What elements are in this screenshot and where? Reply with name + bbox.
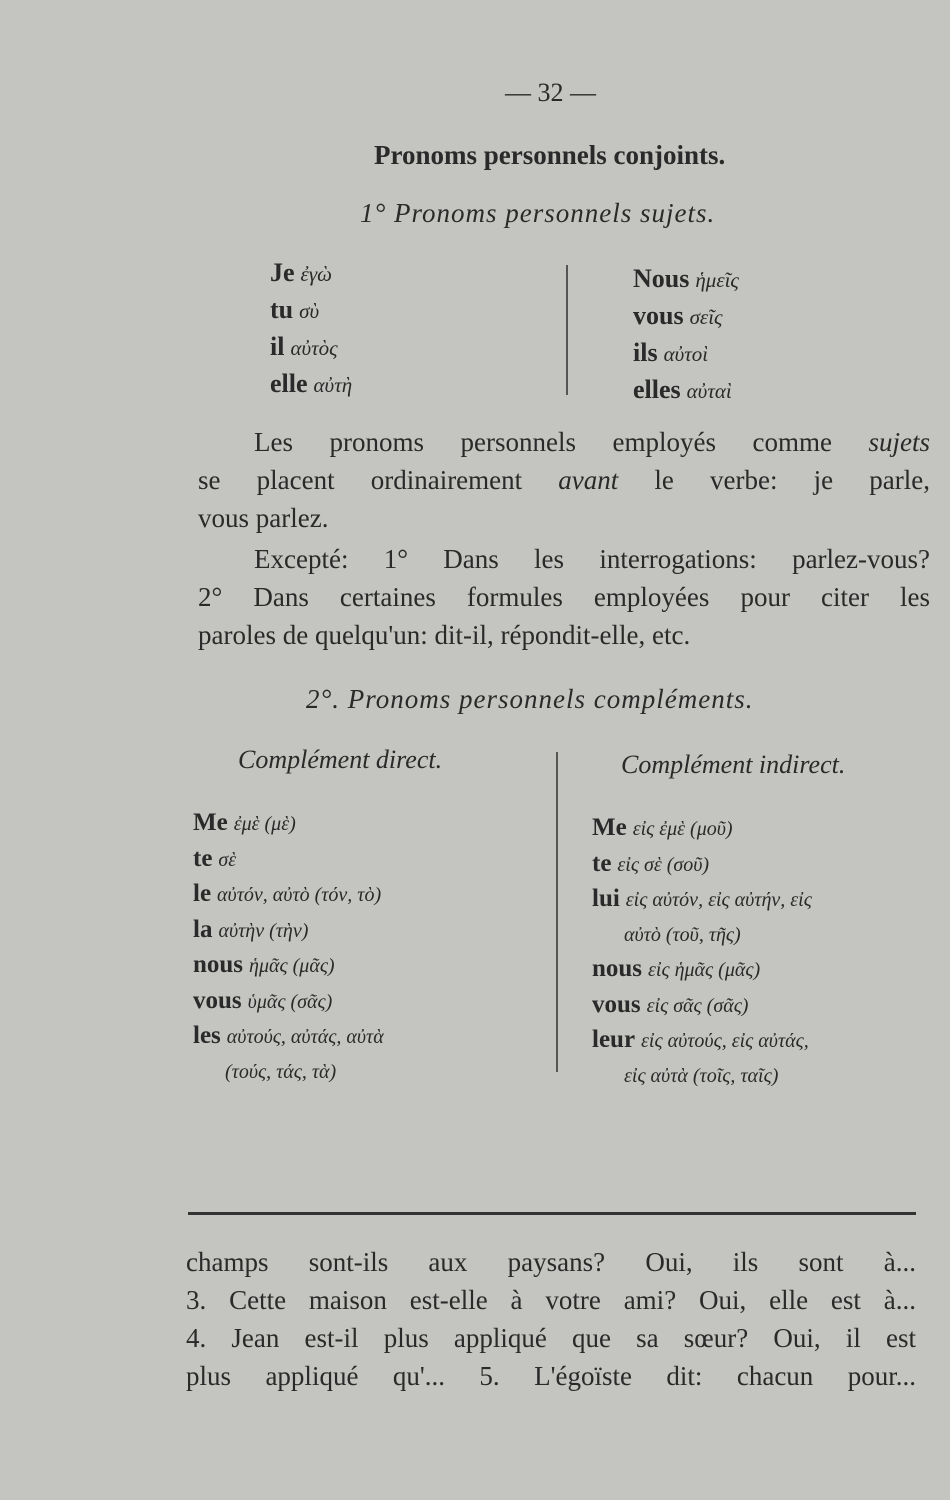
greek-pronoun: ὑμᾶς (σᾶς)	[247, 990, 333, 1013]
french-pronoun: tu	[270, 295, 294, 324]
text-run: se placent ordinairement	[198, 465, 559, 495]
footnote-exercise	[186, 1243, 916, 1395]
indirect-complement-heading: Complément indirect.	[621, 750, 846, 779]
footnote-line: 3. Cette maison est-elle à votre ami? Oui, elle est à...	[186, 1285, 916, 1315]
paragraph-line: 2° Dans certaines formules employées pour citer les	[198, 582, 930, 612]
pronoun-row	[270, 366, 352, 403]
french-pronoun: te	[193, 844, 213, 872]
list-item	[592, 988, 812, 1024]
paragraph-line	[198, 461, 930, 499]
section1-heading: 1° Pronoms personnels sujets.	[360, 198, 716, 228]
footnote-line: 4. Jean est-il plus appliqué que sa sœur? Oui, il est	[186, 1323, 916, 1353]
greek-pronoun: αὐτόν, αὐτὸ (τόν, τὸ)	[217, 884, 382, 906]
footnote-separator	[188, 1212, 916, 1215]
page-title: Pronoms personnels conjoints.	[374, 140, 726, 170]
paragraph-line: paroles de quelqu'un: dit-il, répondit-elle, etc.	[198, 620, 691, 650]
french-pronoun: ils	[633, 338, 658, 367]
greek-pronoun: εἰς αὐτὰ (τοῖς, ταῖς)	[624, 1064, 779, 1087]
pronoun-row	[270, 292, 352, 329]
list-item	[193, 806, 384, 842]
greek-pronoun: αὐτὸς	[290, 336, 338, 360]
list-item	[193, 913, 384, 949]
greek-pronoun: εἰς αὐτόν, εἰς αὐτήν, εἰς	[625, 889, 812, 911]
emphasis-text: sujets	[868, 427, 930, 457]
french-pronoun: te	[592, 849, 612, 877]
french-pronoun: le	[193, 880, 212, 907]
paragraph-exceptions	[198, 540, 930, 654]
list-item	[193, 877, 384, 913]
greek-pronoun: αὐταὶ	[686, 379, 732, 403]
emphasis-text: avant	[558, 465, 619, 495]
french-pronoun: la	[193, 915, 213, 943]
list-item	[592, 882, 812, 918]
paragraph-subject-placement	[198, 423, 930, 537]
pronoun-row	[633, 261, 739, 298]
french-pronoun: les	[193, 1022, 221, 1049]
greek-pronoun: σεῖς	[689, 305, 723, 329]
greek-pronoun: ἐγὼ	[300, 262, 332, 286]
greek-pronoun: εἰς σὲ (σοῦ)	[617, 853, 710, 876]
indirect-complement-list	[592, 811, 812, 1093]
french-pronoun: lui	[592, 885, 620, 912]
pronoun-row	[633, 372, 739, 409]
pronoun-row	[270, 329, 352, 366]
list-item	[193, 984, 384, 1020]
greek-pronoun: εἰς ἡμᾶς (μᾶς)	[648, 959, 761, 981]
greek-pronoun: σὲ	[218, 848, 237, 871]
column-divider	[566, 265, 568, 395]
direct-complement-list	[193, 806, 384, 1089]
greek-pronoun: ἡμᾶς (μᾶς)	[249, 955, 335, 977]
greek-pronoun: αὐτούς, αὐτάς, αὐτὰ	[226, 1026, 384, 1048]
list-item	[592, 1023, 812, 1059]
french-pronoun: elle	[270, 369, 308, 398]
paragraph-line	[198, 423, 930, 461]
french-pronoun: Me	[193, 809, 228, 836]
list-item	[592, 952, 812, 988]
french-pronoun: il	[270, 332, 285, 361]
footnote-line: plus appliqué qu'... 5. L'égoïste dit: chacun pour...	[186, 1361, 916, 1391]
list-item-continuation	[592, 918, 812, 953]
french-pronoun: leur	[592, 1026, 636, 1053]
greek-pronoun: (τούς, τάς, τὰ)	[225, 1060, 337, 1083]
french-pronoun: Me	[592, 814, 627, 841]
paragraph-line: vous parlez.	[198, 503, 329, 533]
direct-complement-heading: Complément direct.	[238, 745, 443, 774]
french-pronoun: elles	[633, 375, 681, 404]
pronoun-row	[270, 255, 352, 292]
list-item	[193, 948, 384, 984]
french-pronoun: vous	[592, 990, 641, 1018]
column-divider	[556, 752, 558, 1072]
greek-pronoun: εἰς αὐτούς, εἰς αὐτάς,	[641, 1030, 809, 1052]
greek-pronoun: αὐτὴν (τὴν)	[218, 919, 309, 942]
list-item	[193, 842, 384, 878]
footnote-line: champs sont-ils aux paysans? Oui, ils sont à...	[186, 1247, 916, 1277]
text-run: le verbe: je parle,	[618, 465, 930, 495]
greek-pronoun: ἐμὲ (μὲ)	[233, 813, 296, 835]
pronoun-row	[633, 335, 739, 372]
list-item	[592, 847, 812, 883]
greek-pronoun: σὺ	[299, 299, 320, 323]
greek-pronoun: αὐτοὶ	[663, 342, 709, 366]
greek-pronoun: ἡμεῖς	[695, 268, 739, 292]
french-pronoun: Je	[270, 258, 295, 287]
greek-pronoun: αὐτὴ	[313, 373, 353, 397]
french-pronoun: nous	[592, 955, 643, 982]
greek-pronoun: αὐτὸ (τοῦ, τῆς)	[624, 923, 741, 946]
paragraph-line: Excepté: 1° Dans les interrogations: parlez-vous?	[254, 544, 930, 574]
french-pronoun: Nous	[633, 264, 690, 293]
greek-pronoun: εἰς ἐμὲ (μοῦ)	[632, 818, 733, 840]
list-item-continuation	[193, 1055, 384, 1090]
list-item	[592, 811, 812, 847]
page-number: — 32 —	[505, 78, 596, 107]
list-item	[193, 1019, 384, 1055]
text-run: Les pronoms personnels employés comme	[254, 427, 869, 457]
subjects-left-column	[270, 255, 352, 403]
section2-heading: 2°. Pronoms personnels compléments.	[306, 684, 754, 714]
french-pronoun: vous	[193, 986, 242, 1014]
french-pronoun: vous	[633, 301, 684, 330]
list-item-continuation	[592, 1059, 812, 1094]
subjects-right-column	[633, 261, 739, 409]
pronoun-row	[633, 298, 739, 335]
french-pronoun: nous	[193, 951, 244, 978]
greek-pronoun: εἰς σᾶς (σᾶς)	[646, 994, 749, 1017]
